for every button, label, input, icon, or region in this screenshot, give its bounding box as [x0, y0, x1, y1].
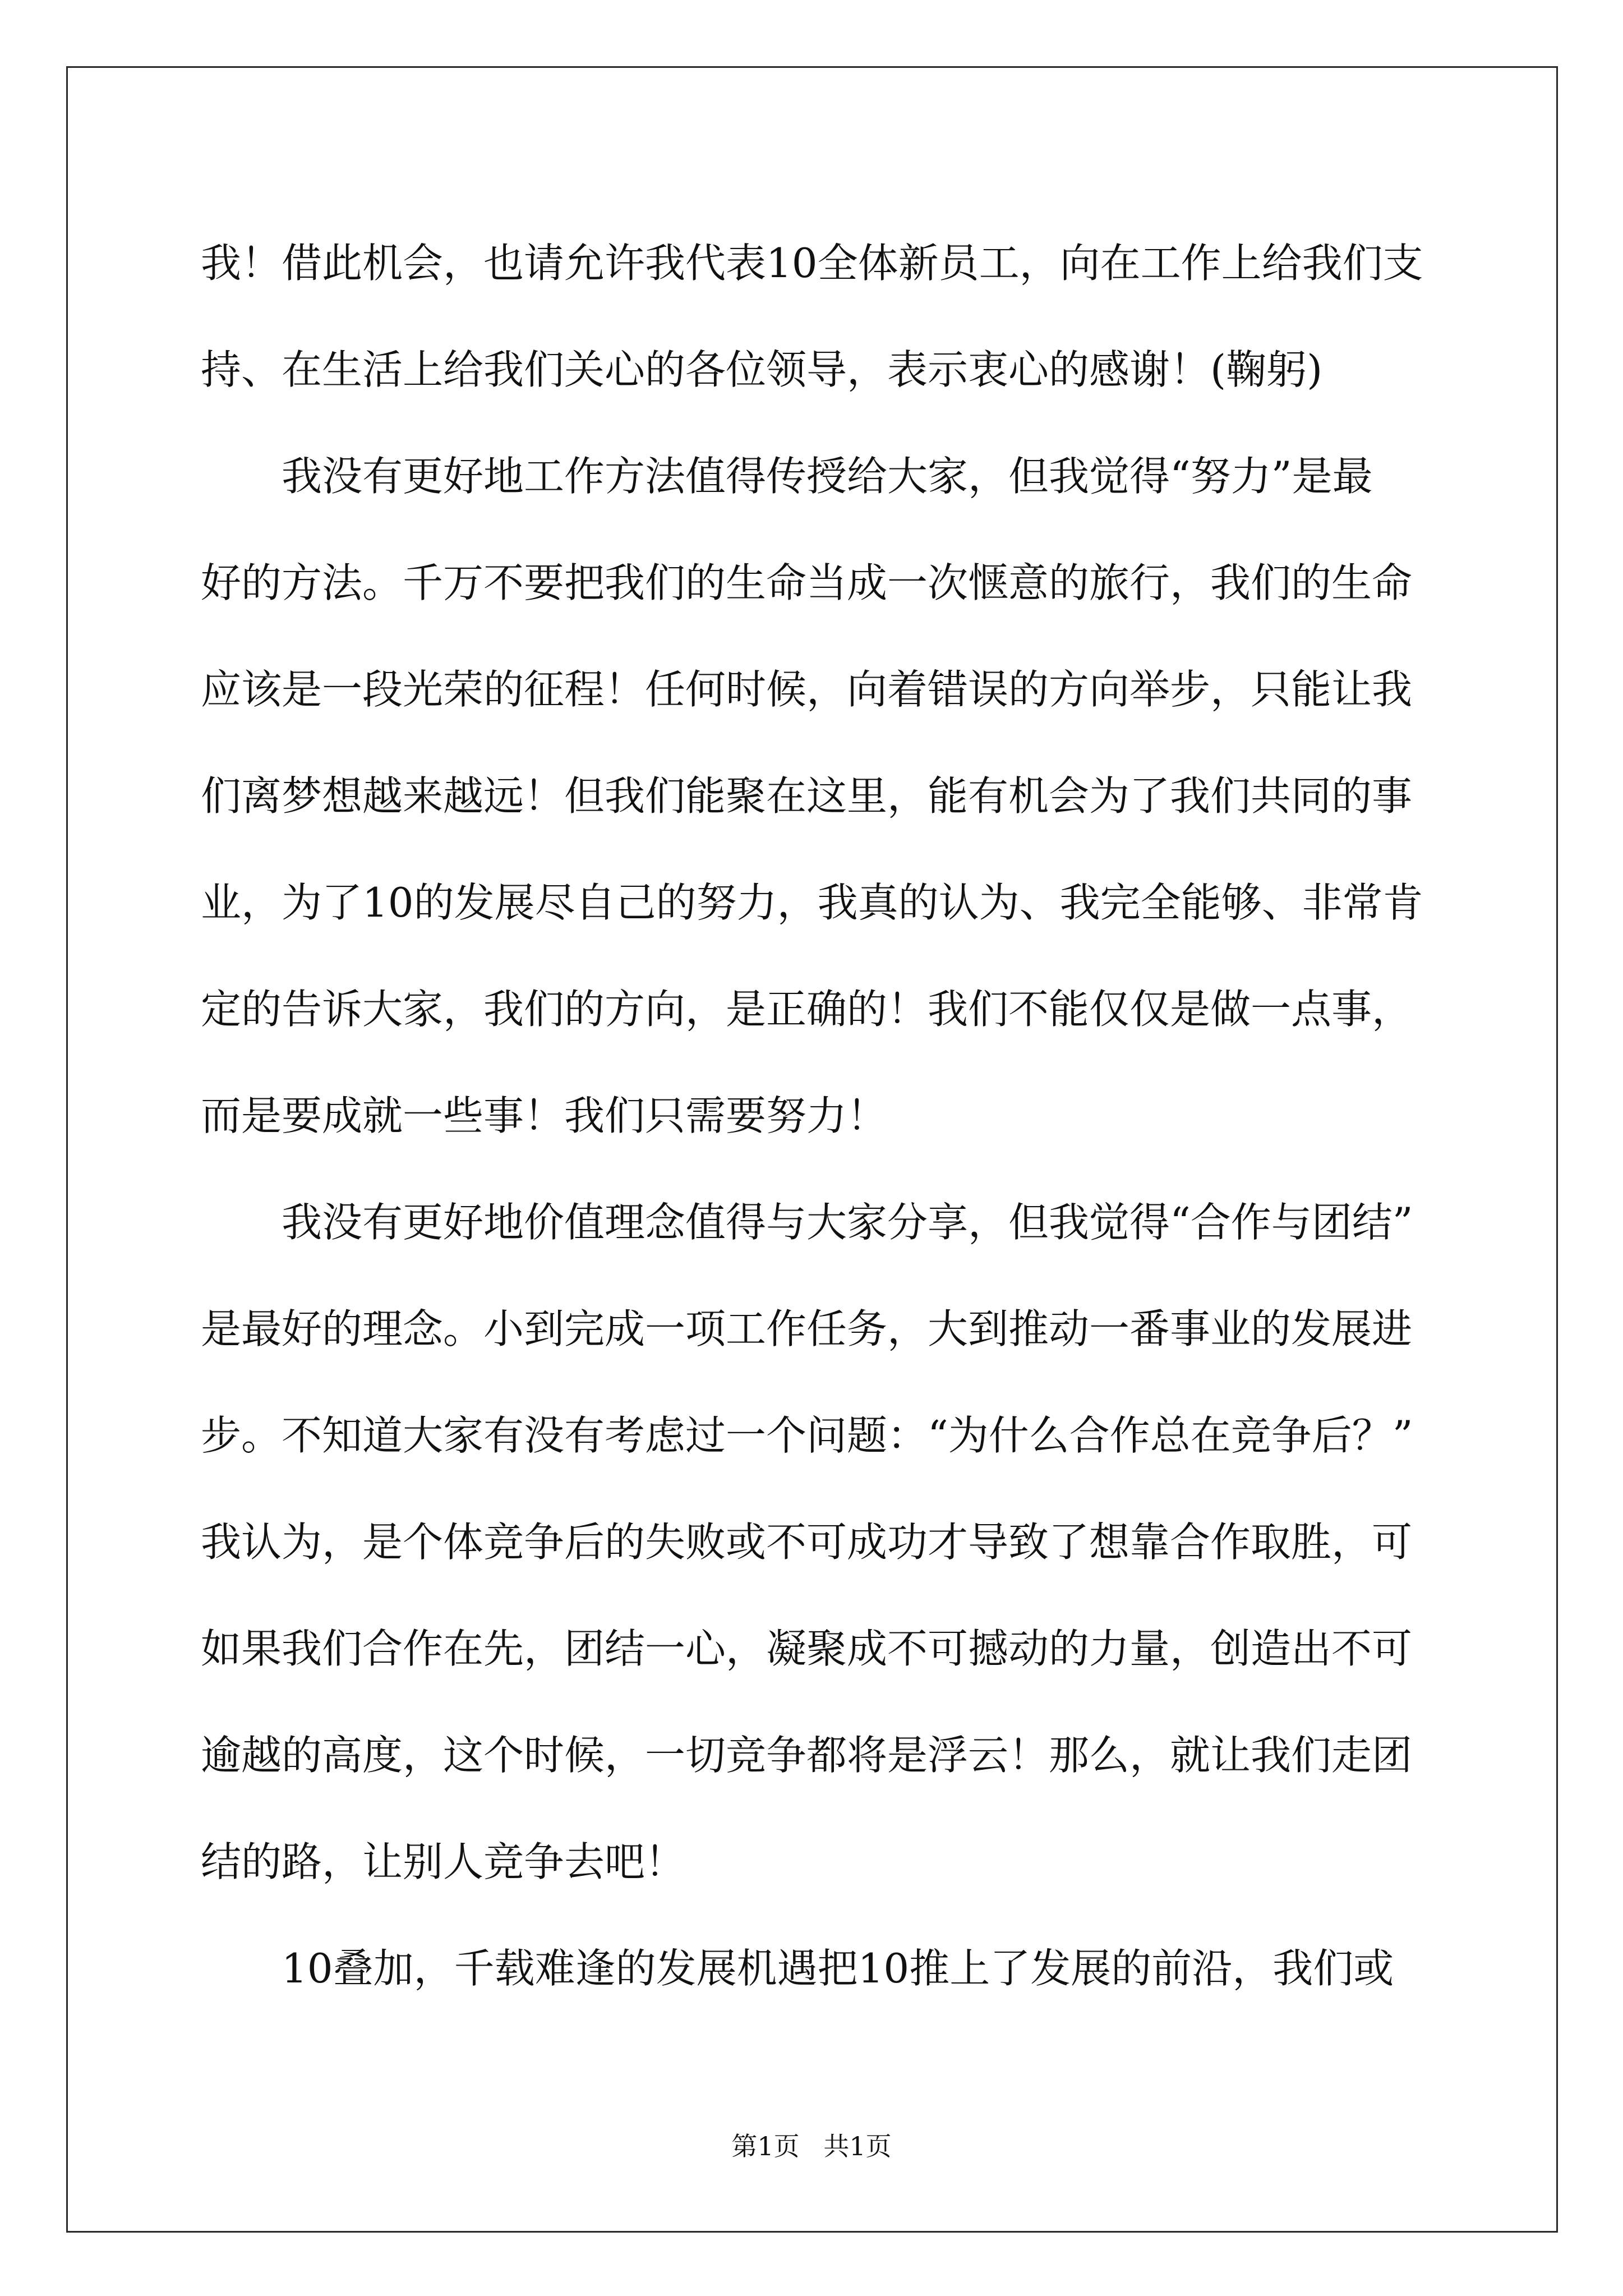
page-number: 第1页	[731, 2131, 800, 2161]
text-line: 而是要成就一些事！我们只需要努力！	[201, 1092, 888, 1139]
text-line: 业，为了10的发展尽自己的努力，我真的认为、我完全能够、非常肯	[201, 879, 1423, 926]
text-line: 们离梦想越来越远！但我们能聚在这里，能有机会为了我们共同的事	[201, 772, 1413, 820]
text-line: 是最好的理念。小到完成一项工作任务，大到推动一番事业的发展进	[201, 1305, 1413, 1352]
text-line: 持、在生活上给我们关心的各位领导，表示衷心的感谢！(鞠躬)	[201, 346, 1323, 393]
text-line: 逾越的高度，这个时候，一切竞争都将是浮云！那么，就让我们走团	[201, 1732, 1413, 1779]
text-line: 好的方法。千万不要把我们的生命当成一次惬意的旅行，我们的生命	[201, 559, 1413, 606]
text-line: 定的告诉大家，我们的方向，是正确的！我们不能仅仅是做一点事，	[201, 986, 1413, 1033]
text-line: 步。不知道大家有没有考虑过一个问题：“为什么合作总在竞争后？”	[201, 1412, 1413, 1459]
text-line: 我认为，是个体竞争后的失败或不可成功才导致了想靠合作取胜，可	[201, 1519, 1413, 1566]
text-line: 如果我们合作在先，团结一心，凝聚成不可撼动的力量，创造出不可	[201, 1625, 1413, 1672]
text-line: 我没有更好地价值理念值得与大家分享，但我觉得“合作与团结”	[201, 1199, 1413, 1246]
page-total: 共1页	[823, 2131, 892, 2161]
text-line: 结的路，让别人竞争去吧！	[201, 1838, 686, 1885]
text-line: 应该是一段光荣的征程！任何时候，向着错误的方向举步，只能让我	[201, 666, 1413, 713]
text-line: 10叠加，千载难逢的发展机遇把10推上了发展的前沿，我们或	[201, 1945, 1394, 1992]
document-body	[201, 210, 1435, 2022]
text-line: 我没有更好地工作方法值得传授给大家，但我觉得“努力”是最	[201, 453, 1373, 500]
text-line: 我！借此机会，也请允许我代表10全体新员工，向在工作上给我们支	[201, 240, 1423, 287]
page-footer	[0, 2126, 1623, 2163]
